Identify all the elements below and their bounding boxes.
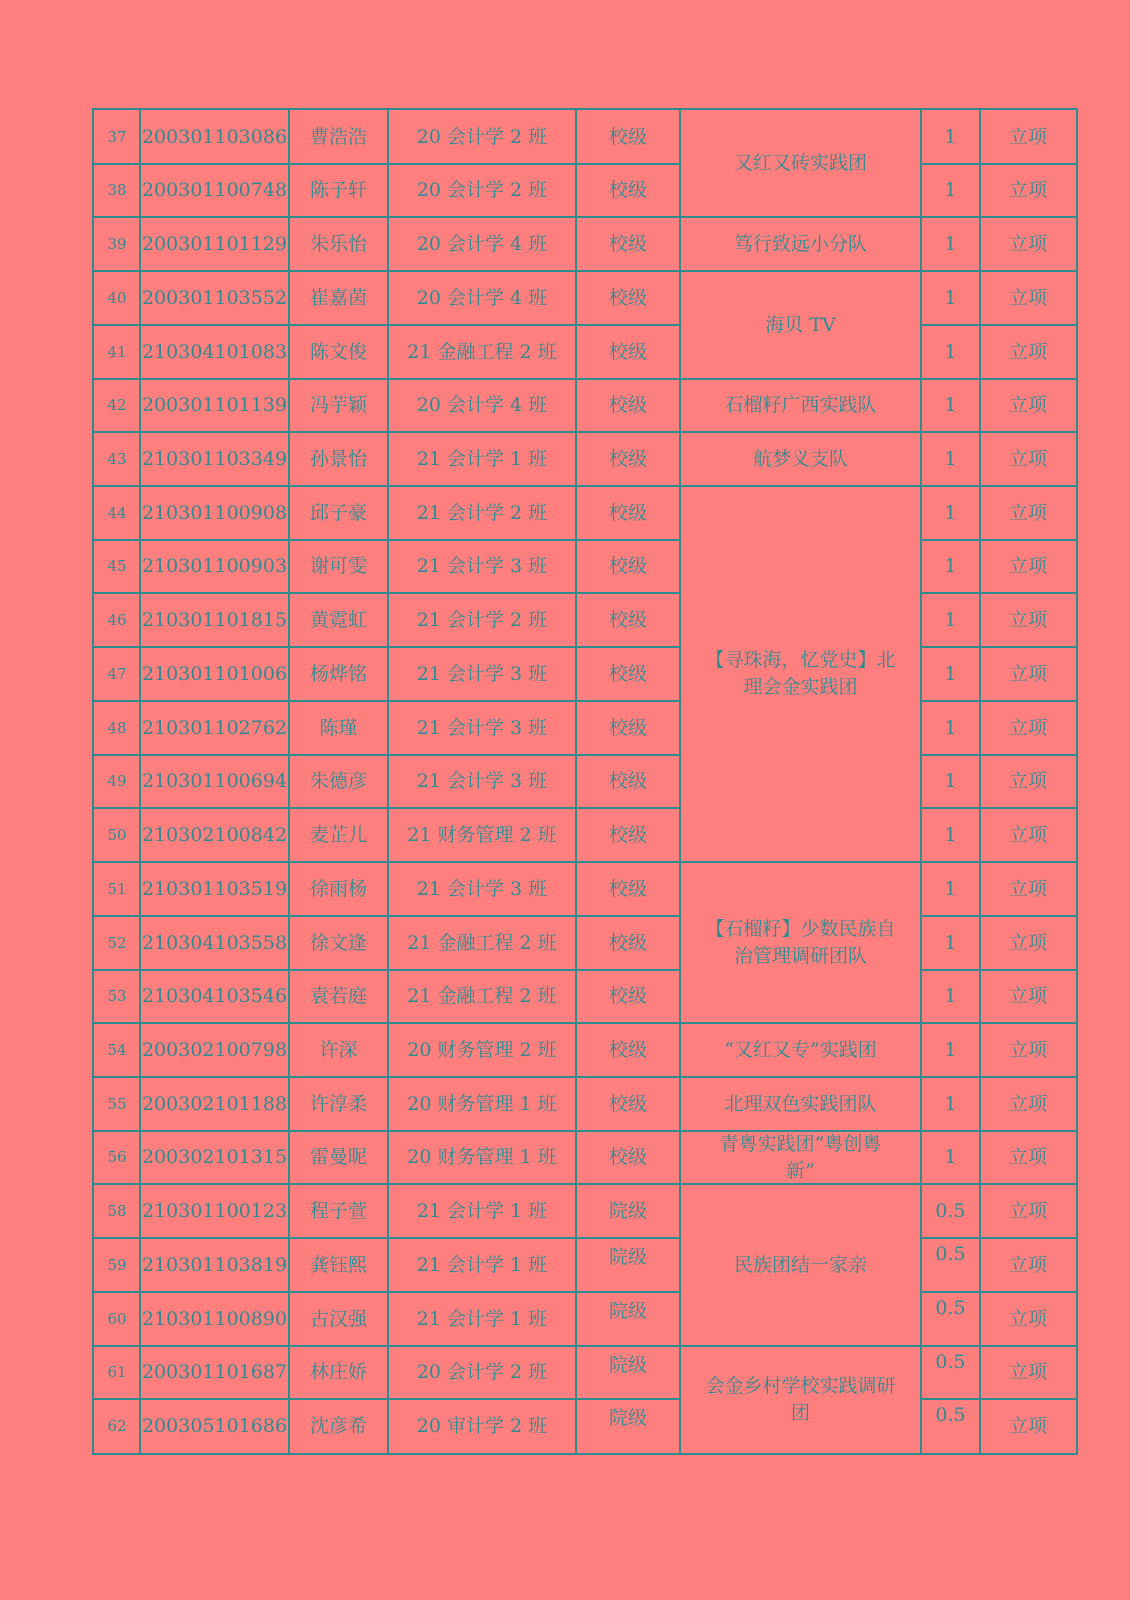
level-cell: 校级	[608, 1038, 647, 1061]
student-id-cell: 200301101129	[141, 232, 288, 255]
student-name-cell: 雷曼昵	[309, 1146, 367, 1168]
student-id-cell: 210301103819	[141, 1253, 288, 1276]
status-cell: 立项	[1008, 125, 1047, 148]
row-number-cell: 58	[107, 1201, 127, 1220]
student-id-cell: 200301101139	[141, 394, 288, 416]
row-number-cell: 43	[107, 449, 127, 468]
row-number-cell: 52	[107, 933, 127, 952]
student-name-cell: 孙景怡	[309, 447, 367, 470]
student-id-cell: 210301103349	[141, 447, 288, 470]
student-id-cell: 210301101815	[141, 608, 288, 631]
score-cell: 1	[944, 985, 957, 1007]
level-cell: 校级	[608, 877, 647, 900]
class-cell: 21 会计学 2 班	[416, 608, 548, 631]
score-cell: 1	[944, 770, 957, 792]
level-cell: 校级	[608, 179, 647, 201]
level-cell: 校级	[608, 501, 647, 524]
student-id-cell: 200302101188	[141, 1092, 288, 1115]
project-table	[92, 108, 1078, 1455]
class-cell: 21 金融工程 2 班	[407, 931, 557, 954]
score-cell: 1	[944, 125, 957, 148]
level-cell: 院级	[608, 1199, 647, 1222]
status-cell: 立项	[1008, 1092, 1047, 1115]
team-name-cell	[680, 217, 921, 271]
status-cell: 立项	[1008, 985, 1047, 1007]
score-cell: 1	[944, 340, 957, 363]
team-name-line: 新”	[786, 1159, 815, 1182]
row-number-cell: 39	[107, 234, 127, 253]
class-cell: 20 财务管理 1 班	[407, 1146, 557, 1168]
score-cell: 1	[944, 1092, 957, 1115]
score-cell: 1	[944, 447, 957, 470]
status-cell: 立项	[1008, 1199, 1047, 1222]
class-cell: 21 会计学 1 班	[416, 447, 548, 470]
score-cell: 0.5	[935, 1243, 966, 1265]
team-name-cell	[680, 271, 921, 379]
team-name-line: 【石榴籽】少数民族自	[705, 917, 896, 940]
level-cell: 校级	[608, 1092, 647, 1115]
level-cell: 校级	[608, 662, 647, 685]
class-cell: 20 会计学 2 班	[416, 1361, 548, 1383]
student-id-cell: 210301100694	[141, 770, 288, 792]
level-cell: 校级	[608, 125, 647, 148]
score-cell: 1	[944, 286, 957, 309]
row-number-cell: 59	[107, 1255, 127, 1274]
row-number-cell: 44	[107, 503, 127, 522]
row-number-cell: 41	[107, 342, 127, 361]
row-number-cell: 40	[107, 288, 127, 307]
level-cell: 校级	[608, 931, 647, 954]
student-id-cell: 200305101686	[141, 1414, 288, 1437]
row-number-cell: 50	[107, 825, 127, 844]
student-name-cell: 陈子轩	[309, 179, 367, 201]
score-cell: 1	[944, 931, 957, 954]
score-cell: 1	[944, 662, 957, 685]
student-name-cell: 麦芷儿	[309, 823, 367, 846]
status-cell: 立项	[1008, 770, 1047, 792]
level-cell: 校级	[608, 1146, 647, 1168]
status-cell: 立项	[1008, 501, 1047, 524]
row-number-cell: 51	[107, 879, 127, 898]
team-name	[720, 1131, 882, 1185]
team-name-line: 【寻珠海，忆党史】北	[705, 649, 896, 671]
row-number-cell: 60	[107, 1309, 127, 1328]
level-cell: 校级	[608, 823, 647, 846]
score-cell: 1	[944, 877, 957, 900]
class-cell: 20 会计学 4 班	[416, 286, 548, 309]
student-id-cell: 200301103552	[141, 286, 288, 309]
score-cell: 0.5	[935, 1404, 966, 1426]
score-cell: 1	[944, 501, 957, 524]
status-cell: 立项	[1008, 1414, 1047, 1437]
student-name-cell: 徐雨杨	[309, 877, 367, 900]
student-name-cell: 沈彦希	[309, 1414, 367, 1437]
row-number-cell: 46	[107, 610, 127, 629]
row-number-cell: 61	[107, 1363, 127, 1381]
status-cell: 立项	[1008, 877, 1047, 900]
team-name-cell	[680, 862, 921, 1023]
team-name	[765, 312, 835, 339]
level-cell: 校级	[608, 340, 647, 363]
status-cell: 立项	[1008, 931, 1047, 954]
status-cell: 立项	[1008, 447, 1047, 470]
class-cell: 21 会计学 3 班	[416, 877, 548, 900]
team-name	[724, 1037, 876, 1064]
level-cell: 校级	[608, 286, 647, 309]
level-cell: 院级	[608, 1354, 647, 1376]
student-id-cell: 210301100908	[141, 501, 288, 524]
status-cell: 立项	[1008, 608, 1047, 631]
student-id-cell: 200301103086	[141, 125, 288, 148]
class-cell: 21 会计学 2 班	[416, 501, 548, 524]
student-id-cell: 210301103519	[141, 877, 288, 900]
team-name-cell	[680, 1131, 921, 1184]
status-cell: 立项	[1008, 232, 1047, 255]
team-name	[724, 392, 876, 419]
student-id-cell: 200302100798	[141, 1038, 288, 1061]
team-name	[753, 446, 848, 473]
team-name-line: 会金乡村学校实践调研	[705, 1374, 896, 1397]
status-cell: 立项	[1008, 662, 1047, 685]
student-name-cell: 冯芋颖	[309, 394, 367, 416]
score-cell: 1	[944, 394, 957, 416]
level-cell: 校级	[608, 716, 647, 739]
team-name-line: 治管理调研团队	[733, 944, 867, 967]
student-id-cell: 210301101006	[141, 662, 288, 685]
team-name	[705, 916, 895, 970]
class-cell: 21 会计学 3 班	[416, 770, 548, 792]
student-name-cell: 朱德彦	[309, 770, 367, 792]
student-name-cell: 许深	[319, 1038, 358, 1061]
class-cell: 20 会计学 2 班	[416, 125, 548, 148]
team-name-line: 团	[790, 1401, 810, 1424]
level-cell: 院级	[608, 1246, 647, 1268]
class-cell: 21 财务管理 2 班	[407, 823, 557, 846]
student-name-cell: 许淳柔	[309, 1092, 367, 1115]
student-id-cell: 210301100890	[141, 1307, 288, 1330]
score-cell: 1	[944, 232, 957, 255]
status-cell: 立项	[1008, 179, 1047, 201]
class-cell: 20 会计学 4 班	[416, 232, 548, 255]
status-cell: 立项	[1008, 555, 1047, 577]
team-name-line: 民族团结一家亲	[733, 1253, 867, 1276]
student-id-cell: 210302100842	[141, 823, 288, 846]
student-id-cell: 200301100748	[141, 179, 288, 201]
student-id-cell: 200302101315	[141, 1146, 288, 1168]
student-id-cell: 210301100903	[141, 555, 288, 577]
student-name-cell: 古汉强	[309, 1307, 367, 1330]
team-name-line: 海贝 TV	[765, 313, 836, 336]
student-id-cell: 210304101083	[141, 340, 288, 363]
student-name-cell: 程子萱	[309, 1199, 367, 1222]
status-cell: 立项	[1008, 340, 1047, 363]
team-name-line: 航梦义支队	[752, 447, 848, 470]
class-cell: 21 金融工程 2 班	[407, 340, 557, 363]
score-cell: 1	[944, 823, 957, 846]
class-cell: 21 会计学 3 班	[416, 555, 548, 577]
team-name	[705, 647, 895, 701]
status-cell: 立项	[1008, 1253, 1047, 1276]
status-cell: 立项	[1008, 394, 1047, 416]
status-cell: 立项	[1008, 1361, 1047, 1383]
team-name-line: 青粤实践团“粤创粤	[719, 1132, 882, 1155]
level-cell: 校级	[608, 555, 647, 577]
level-cell: 校级	[608, 394, 647, 416]
class-cell: 21 会计学 3 班	[416, 716, 548, 739]
team-name	[734, 150, 867, 177]
student-name-cell: 徐文逢	[309, 931, 367, 954]
class-cell: 21 金融工程 2 班	[407, 985, 557, 1007]
student-id-cell: 210301102762	[141, 716, 288, 739]
team-name-cell	[680, 379, 921, 432]
student-name-cell: 袁若庭	[309, 985, 367, 1007]
student-name-cell: 杨烨铭	[309, 662, 367, 685]
student-id-cell: 210301100123	[141, 1199, 288, 1222]
team-name	[705, 1373, 895, 1427]
student-name-cell: 崔嘉茵	[309, 286, 367, 309]
score-cell: 0.5	[935, 1297, 966, 1319]
level-cell: 院级	[608, 1407, 647, 1429]
score-cell: 0.5	[935, 1351, 966, 1373]
student-name-cell: 谢可雯	[309, 555, 367, 577]
level-cell: 院级	[608, 1300, 647, 1322]
score-cell: 1	[944, 1038, 957, 1061]
row-number-cell: 62	[107, 1416, 127, 1435]
score-cell: 1	[944, 179, 957, 201]
row-number-cell: 38	[107, 181, 127, 199]
team-name	[724, 1091, 876, 1118]
row-number-cell: 37	[107, 127, 127, 146]
team-name-cell	[680, 1023, 921, 1077]
team-name-cell	[680, 1077, 921, 1131]
team-name-line: 石榴籽广西实践队	[724, 394, 877, 416]
team-name-line: 北理双色实践团队	[724, 1092, 877, 1115]
team-name-cell	[680, 1346, 921, 1453]
class-cell: 21 会计学 1 班	[416, 1199, 548, 1222]
row-number-cell: 49	[107, 772, 127, 790]
team-name-cell	[680, 486, 921, 862]
student-id-cell: 200301101687	[141, 1361, 288, 1383]
status-cell: 立项	[1008, 823, 1047, 846]
class-cell: 20 会计学 4 班	[416, 394, 548, 416]
score-cell: 1	[944, 716, 957, 739]
team-name-cell	[680, 110, 921, 217]
status-cell: 立项	[1008, 1307, 1047, 1330]
row-number-cell: 55	[107, 1094, 127, 1113]
score-cell: 1	[944, 1146, 957, 1168]
team-name	[734, 231, 867, 258]
level-cell: 校级	[608, 770, 647, 792]
team-name-cell	[680, 1184, 921, 1346]
status-cell: 立项	[1008, 716, 1047, 739]
level-cell: 校级	[608, 447, 647, 470]
student-id-cell: 210304103558	[141, 931, 288, 954]
student-name-cell: 林庄娇	[309, 1361, 367, 1383]
team-name	[734, 1252, 867, 1279]
row-number-cell: 47	[107, 664, 127, 683]
student-name-cell: 朱乐怡	[309, 232, 367, 255]
level-cell: 校级	[608, 608, 647, 631]
score-cell: 1	[944, 608, 957, 631]
row-number-cell: 56	[107, 1148, 127, 1166]
row-number-cell: 53	[107, 987, 127, 1005]
status-cell: 立项	[1008, 1146, 1047, 1168]
student-name-cell: 邱子豪	[309, 501, 367, 524]
class-cell: 20 财务管理 1 班	[407, 1092, 557, 1115]
row-number-cell: 42	[107, 396, 127, 414]
class-cell: 21 会计学 1 班	[416, 1307, 548, 1330]
team-name-line: “又红又专”实践团	[724, 1038, 877, 1061]
team-name-cell	[680, 432, 921, 486]
status-cell: 立项	[1008, 1038, 1047, 1061]
class-cell: 21 会计学 1 班	[416, 1253, 548, 1276]
team-name-line: 笃行致远小分队	[733, 232, 867, 255]
student-name-cell: 龚钰熙	[309, 1253, 367, 1276]
class-cell: 20 审计学 2 班	[416, 1414, 548, 1437]
student-name-cell: 陈瑾	[319, 716, 358, 739]
class-cell: 21 会计学 3 班	[416, 662, 548, 685]
student-name-cell: 曹浩浩	[309, 125, 367, 148]
score-cell: 1	[944, 555, 957, 577]
student-id-cell: 210304103546	[141, 985, 288, 1007]
level-cell: 校级	[608, 985, 647, 1007]
student-name-cell: 陈文俊	[309, 340, 367, 363]
row-number-cell: 48	[107, 718, 127, 737]
class-cell: 20 会计学 2 班	[416, 179, 548, 201]
team-name-line: 理会金实践团	[743, 676, 858, 698]
row-number-cell: 45	[107, 557, 127, 575]
level-cell: 校级	[608, 232, 647, 255]
team-name-line: 又红又砖实践团	[733, 152, 867, 174]
class-cell: 20 财务管理 2 班	[407, 1038, 557, 1061]
status-cell: 立项	[1008, 286, 1047, 309]
row-number-cell: 54	[107, 1040, 127, 1059]
student-name-cell: 黄霓虹	[309, 608, 367, 631]
score-cell: 0.5	[935, 1199, 966, 1222]
